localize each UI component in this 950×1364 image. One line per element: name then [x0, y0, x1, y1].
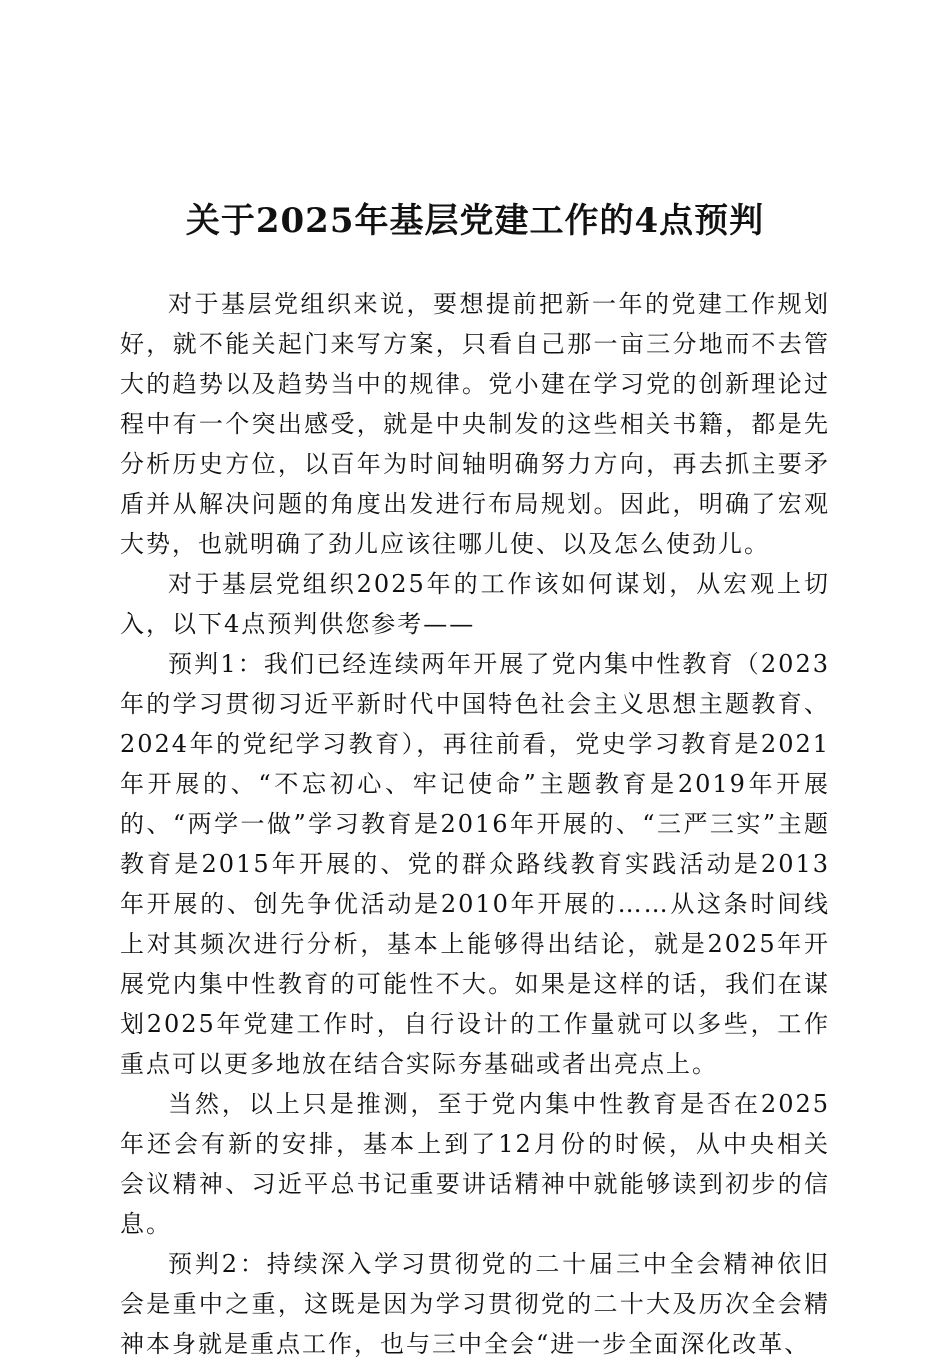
paragraph-caveat: 当然，以上只是推测，至于党内集中性教育是否在2025年还会有新的安排，基本上到了12月份的时候，从中央相关会议精神、习近平总书记重要讲话精神中就能够读到初步的信息。	[120, 1090, 830, 1238]
paragraph-lead-in: 对于基层党组织2025年的工作该如何谋划，从宏观上切入，以下4点预判供您参考——	[120, 570, 830, 638]
document-body	[120, 284, 830, 1364]
paragraph-prediction-1: 预判1：我们已经连续两年开展了党内集中性教育（2023年的学习贯彻习近平新时代中国特色社会主义思想主题教育、2024年的党纪学习教育），再往前看，党史学习教育是2021年开展的、“不忘初心、牢记使命”主题教育是2019年开展的、“两学一做”学习教育是2016年开展的、“三严三实”主题教育是2015年开展的、党的群众路线教育实践活动是2013年开展的、创先争优活动是2010年开展的……从这条时间线上对其频次进行分析，基本上能够得出结论，就是2025年开展党内集中性教育的可能性不大。如果是这样的话，我们在谋划2025年党建工作时，自行设计的工作量就可以多些，工作重点可以更多地放在结合实际夯基础或者出亮点上。	[120, 650, 830, 1078]
paragraph-prediction-2: 预判2：持续深入学习贯彻党的二十届三中全会精神依旧会是重中之重，这既是因为学习贯彻党的二十大及历次全会精神本身就是重点工作，也与三中全会“进一步全面深化改革、	[120, 1250, 830, 1358]
paragraph-intro: 对于基层党组织来说，要想提前把新一年的党建工作规划好，就不能关起门来写方案，只看自己那一亩三分地而不去管大的趋势以及趋势当中的规律。党小建在学习党的创新理论过程中有一个突出感受，就是中央制发的这些相关书籍，都是先分析历史方位，以百年为时间轴明确努力方向，再去抓主要矛盾并从解决问题的角度出发进行布局规划。因此，明确了宏观大势，也就明确了劲儿应该往哪儿使、以及怎么使劲儿。	[120, 290, 830, 558]
document-title: 关于2025年基层党建工作的4点预判	[185, 201, 765, 241]
